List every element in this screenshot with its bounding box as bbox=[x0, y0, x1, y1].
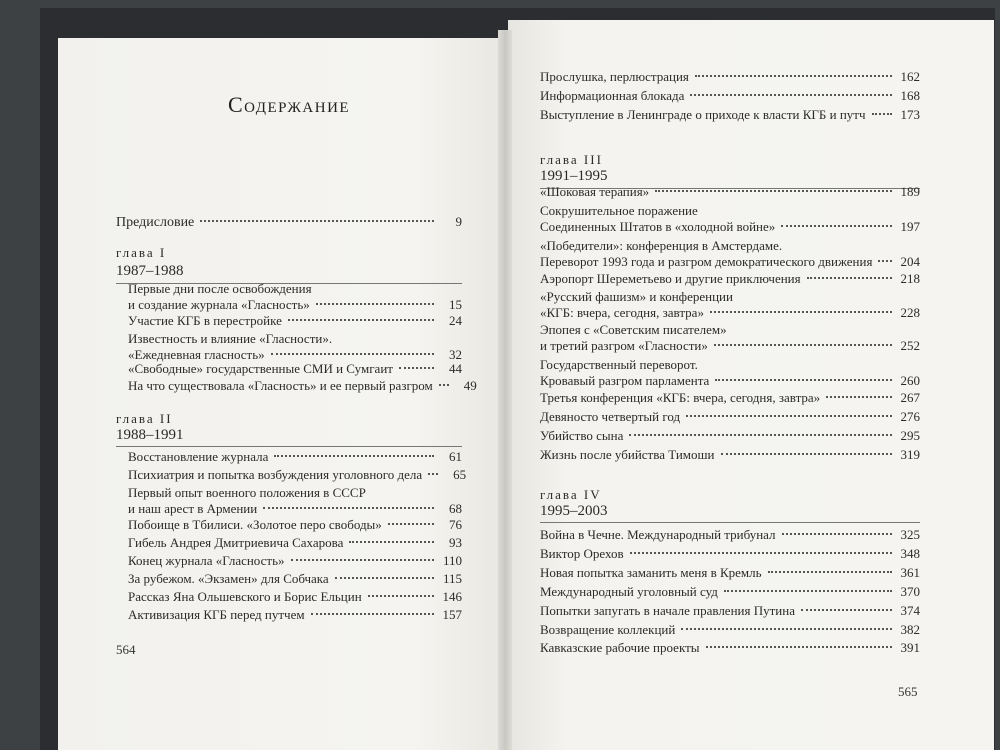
chapter-years: 1987–1988 bbox=[116, 263, 184, 279]
toc-entry-line: «Победители»: конференция в Амстердаме. bbox=[540, 238, 783, 253]
dot-leader bbox=[681, 628, 892, 630]
toc-entry-page: 319 bbox=[900, 447, 920, 462]
toc-entry-line: Война в Чечне. Международный трибунал bbox=[540, 527, 776, 542]
dot-leader bbox=[782, 533, 892, 535]
toc-entry-page: 32 bbox=[449, 347, 462, 362]
dot-leader bbox=[695, 75, 892, 77]
toc-entry-page: 76 bbox=[449, 517, 462, 532]
toc-entry-line: и третий разгром «Гласности» bbox=[540, 338, 708, 353]
toc-entry-line: Участие КГБ в перестройке bbox=[128, 313, 282, 328]
toc-entry-line: Эпопея с «Советским писателем» bbox=[540, 322, 727, 337]
toc-entry-page: 49 bbox=[463, 378, 477, 393]
toc-entry-page: 15 bbox=[449, 297, 462, 312]
dot-leader bbox=[781, 225, 892, 227]
chapter-years: 1988–1991 bbox=[116, 427, 184, 443]
toc-entry-line: Восстановление журнала bbox=[128, 449, 269, 464]
toc-entry-line: Первый опыт военного положения в СССР bbox=[128, 485, 366, 500]
dot-leader bbox=[706, 646, 892, 648]
dot-leader bbox=[724, 590, 892, 592]
toc-entry-page: 204 bbox=[900, 254, 920, 269]
toc-entry bbox=[540, 603, 920, 619]
dot-leader bbox=[316, 303, 434, 305]
toc-entry bbox=[540, 184, 920, 200]
toc-entry-line: Аэропорт Шереметьево и другие приключения bbox=[540, 271, 801, 286]
page-number-right: 565 bbox=[898, 684, 918, 699]
toc-entry-page: 9 bbox=[455, 214, 462, 229]
toc-entry-line: Прослушка, перлюстрация bbox=[540, 69, 689, 84]
dot-leader bbox=[399, 367, 434, 369]
dot-leader bbox=[690, 94, 892, 96]
chapter-label: глава IV bbox=[540, 487, 602, 502]
dot-leader bbox=[686, 415, 892, 417]
dot-leader bbox=[200, 220, 434, 222]
toc-entry bbox=[540, 88, 920, 104]
toc-entry-page: 260 bbox=[900, 373, 920, 388]
toc-entry bbox=[540, 289, 920, 321]
toc-entry bbox=[540, 107, 920, 123]
toc-entry-line: и создание журнала «Гласность» bbox=[128, 297, 310, 312]
toc-entry-title: Предисловие bbox=[116, 215, 195, 230]
toc-entry-line: Соединенных Штатов в «холодной войне» bbox=[540, 219, 776, 234]
toc-entry-line: «КГБ: вчера, сегодня, завтра» bbox=[540, 305, 704, 320]
dot-leader bbox=[630, 552, 892, 554]
toc-entry bbox=[128, 553, 462, 569]
toc-entry-line: «Шоковая терапия» bbox=[540, 184, 650, 199]
toc-entry bbox=[540, 640, 920, 656]
toc-entry-line: Возвращение коллекций bbox=[540, 622, 676, 637]
dot-leader bbox=[715, 379, 892, 381]
toc-entry bbox=[128, 361, 462, 377]
toc-entry-page: 44 bbox=[449, 361, 462, 376]
dot-leader bbox=[807, 277, 892, 279]
toc-entry bbox=[128, 449, 462, 465]
dot-leader bbox=[311, 613, 434, 615]
dot-leader bbox=[288, 319, 434, 321]
toc-entry-line: Кавказские рабочие проекты bbox=[540, 640, 700, 655]
toc-entry-line: Новая попытка заманить меня в Кремль bbox=[540, 565, 762, 580]
toc-entry-line: Первые дни после освобождения bbox=[128, 281, 312, 296]
page-title: Содержание bbox=[228, 92, 351, 117]
toc-entry-line: «Русский фашизм» и конференции bbox=[540, 289, 733, 304]
toc-entry bbox=[540, 428, 920, 444]
toc-entry-line: Психиатрия и попытка возбуждения уголовного дела bbox=[128, 467, 423, 482]
toc-entry bbox=[128, 571, 462, 587]
dot-leader bbox=[349, 541, 434, 543]
dot-leader bbox=[872, 113, 893, 115]
toc-entry-line: «Ежедневная гласность» bbox=[128, 347, 265, 362]
toc-entry-line: Убийство сына bbox=[540, 428, 624, 443]
toc-entry bbox=[540, 357, 920, 389]
toc-entry-page: 146 bbox=[442, 589, 462, 604]
toc-entry-page: 189 bbox=[900, 184, 920, 199]
toc-entry bbox=[540, 622, 920, 638]
toc-entry-page: 61 bbox=[449, 449, 462, 464]
chapter-label: глава I bbox=[116, 245, 167, 260]
book-gutter bbox=[498, 30, 512, 750]
toc-entry-page: 228 bbox=[900, 305, 920, 320]
toc-entry bbox=[540, 527, 920, 543]
toc-entry-page: 157 bbox=[442, 607, 462, 622]
toc-entry-page: 391 bbox=[900, 640, 920, 655]
dot-leader bbox=[291, 559, 434, 561]
toc-entry-line: Переворот 1993 года и разгром демократического движения bbox=[540, 254, 873, 269]
toc-entry bbox=[540, 322, 920, 354]
toc-entry-page: 173 bbox=[900, 107, 920, 122]
toc-entry-line: На что существовала «Гласность» и ее первый разгром bbox=[128, 378, 433, 393]
toc-entry bbox=[128, 607, 462, 623]
page-number-left: 564 bbox=[116, 642, 136, 657]
toc-entry-line: Жизнь после убийства Тимоши bbox=[540, 447, 715, 462]
toc-entry bbox=[540, 546, 920, 562]
dot-leader bbox=[826, 396, 892, 398]
chapter-years: 1995–2003 bbox=[540, 503, 608, 519]
toc-entry-line: Кровавый разгром парламента bbox=[540, 373, 710, 388]
toc-entry-page: 267 bbox=[900, 390, 920, 405]
toc-entry-page: 162 bbox=[900, 69, 920, 84]
dot-leader bbox=[439, 384, 449, 386]
toc-entry bbox=[128, 467, 467, 483]
toc-entry-line: Третья конференция «КГБ: вчера, сегодня, завтра» bbox=[540, 390, 821, 405]
toc-entry-line: Информационная блокада bbox=[540, 88, 685, 103]
dot-leader bbox=[263, 507, 434, 509]
toc-entry-line: Виктор Орехов bbox=[540, 546, 624, 561]
toc-entry-page: 65 bbox=[453, 467, 467, 482]
toc-entry-line: Попытки запугать в начале правления Путина bbox=[540, 603, 795, 618]
toc-entry-line: Гибель Андрея Дмитриевича Сахарова bbox=[128, 535, 344, 550]
chapter-rule bbox=[540, 522, 920, 523]
toc-entry bbox=[540, 390, 920, 406]
toc-entry bbox=[540, 271, 920, 287]
toc-entry-line: Девяносто четвертый год bbox=[540, 409, 681, 424]
toc-entry-page: 382 bbox=[900, 622, 920, 637]
dot-leader bbox=[655, 190, 892, 192]
toc-entry-page: 276 bbox=[900, 409, 920, 424]
toc-entry bbox=[128, 331, 462, 363]
toc-entry bbox=[128, 378, 477, 394]
toc-entry-line: Активизация КГБ перед путчем bbox=[128, 607, 305, 622]
dot-leader bbox=[878, 260, 892, 262]
dot-leader bbox=[721, 453, 893, 455]
toc-entry bbox=[128, 281, 462, 313]
dot-leader bbox=[335, 577, 434, 579]
toc-entry-page: 348 bbox=[900, 546, 920, 561]
toc-entry bbox=[540, 203, 920, 235]
toc-entry-line: Выступление в Ленинграде о приходе к власти КГБ и путч bbox=[540, 107, 866, 122]
toc-entry-page: 370 bbox=[900, 584, 920, 599]
toc-entry-line: Рассказ Яна Ольшевского и Борис Ельцин bbox=[128, 589, 362, 604]
toc-entry bbox=[128, 517, 462, 533]
toc-entry-line: Сокрушительное поражение bbox=[540, 203, 698, 218]
dot-leader bbox=[714, 344, 892, 346]
toc-entry-line: «Свободные» государственные СМИ и Сумгаит bbox=[128, 361, 393, 376]
chapter-rule bbox=[116, 446, 462, 447]
toc-entry bbox=[540, 584, 920, 600]
toc-entry-page: 374 bbox=[900, 603, 920, 618]
dot-leader bbox=[629, 434, 892, 436]
toc-entry bbox=[540, 447, 920, 463]
toc-entry bbox=[540, 238, 920, 270]
dot-leader bbox=[368, 595, 434, 597]
toc-entry-line: Известность и влияние «Гласности». bbox=[128, 331, 333, 346]
toc-entry bbox=[128, 589, 462, 605]
toc-entry-line: Побоище в Тбилиси. «Золотое перо свободы» bbox=[128, 517, 382, 532]
toc-entry-page: 115 bbox=[442, 571, 462, 586]
toc-entry-page: 68 bbox=[449, 501, 462, 516]
toc-entry-line: Международный уголовный суд bbox=[540, 584, 718, 599]
toc-entry-page: 295 bbox=[900, 428, 920, 443]
dot-leader bbox=[710, 311, 892, 313]
toc-entry-line: За рубежом. «Экзамен» для Собчака bbox=[128, 571, 329, 586]
toc-entry-page: 218 bbox=[900, 271, 920, 286]
dot-leader bbox=[428, 473, 438, 475]
toc-entry bbox=[540, 565, 920, 581]
toc-entry-preface bbox=[116, 214, 462, 231]
toc-entry bbox=[128, 313, 462, 329]
toc-entry-page: 197 bbox=[900, 219, 920, 234]
toc-entry-line: и наш арест в Армении bbox=[128, 501, 258, 516]
chapter-label: глава III bbox=[540, 152, 603, 167]
toc-entry-line: Государственный переворот. bbox=[540, 357, 698, 372]
toc-entry-page: 325 bbox=[900, 527, 920, 542]
toc-entry bbox=[540, 69, 920, 85]
toc-entry-page: 110 bbox=[442, 553, 462, 568]
dot-leader bbox=[801, 609, 892, 611]
toc-entry-page: 93 bbox=[449, 535, 462, 550]
toc-entry-page: 252 bbox=[900, 338, 920, 353]
dot-leader bbox=[274, 455, 434, 457]
toc-entry-page: 168 bbox=[900, 88, 920, 103]
chapter-years: 1991–1995 bbox=[540, 168, 608, 184]
dot-leader bbox=[768, 571, 892, 573]
toc-entry bbox=[540, 409, 920, 425]
toc-entry-page: 361 bbox=[900, 565, 920, 580]
toc-entry-line: Конец журнала «Гласность» bbox=[128, 553, 285, 568]
chapter-label: глава II bbox=[116, 411, 173, 426]
dot-leader bbox=[271, 353, 434, 355]
toc-entry-page: 24 bbox=[449, 313, 462, 328]
dot-leader bbox=[388, 523, 434, 525]
toc-entry bbox=[128, 535, 462, 551]
toc-entry bbox=[128, 485, 462, 517]
